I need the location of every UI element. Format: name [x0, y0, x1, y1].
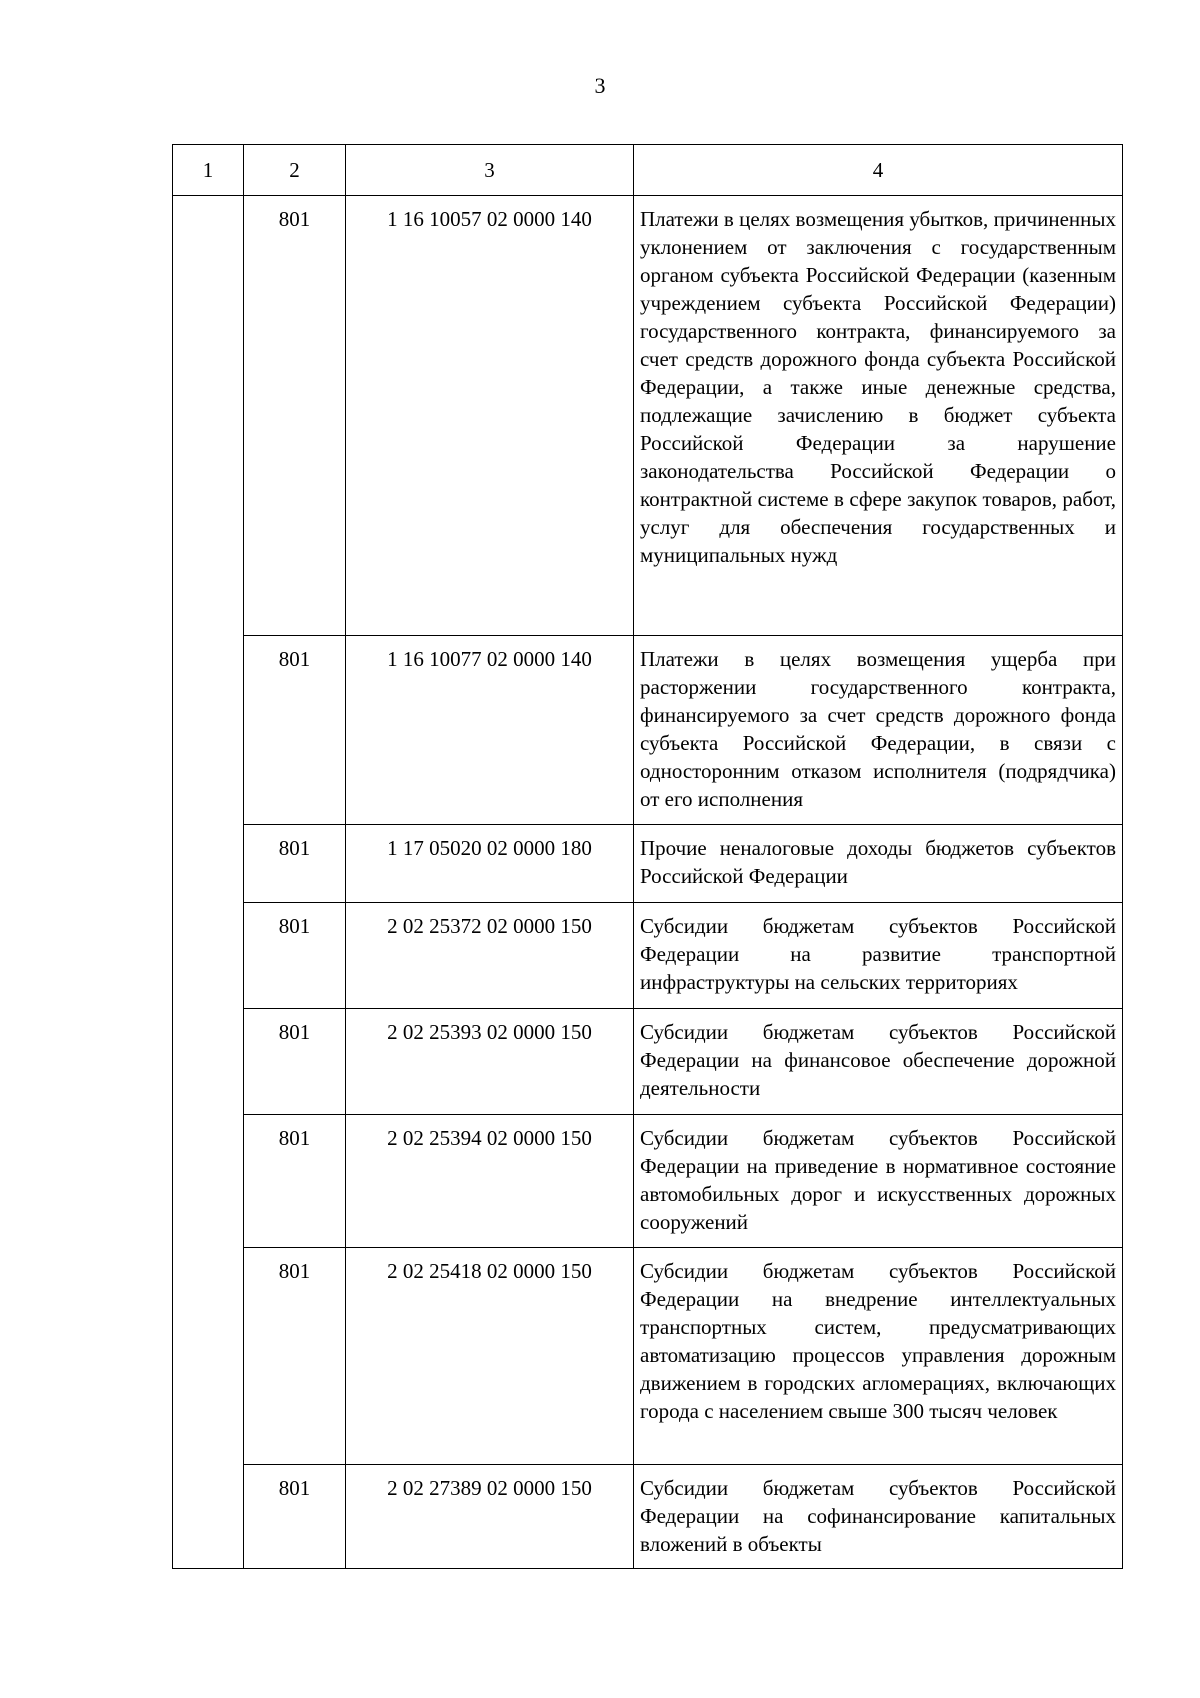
admin-code-cell: 801 [244, 1115, 346, 1248]
table-header-row [173, 145, 1123, 196]
table-row [173, 825, 1123, 903]
budget-code-cell: 1 16 10077 02 0000 140 [346, 636, 634, 825]
column-header: 2 [244, 145, 346, 196]
admin-code-cell: 801 [244, 1009, 346, 1115]
description-cell: Субсидии бюджетам субъектов Российской Федерации на развитие транспортной инфраструктуры на сельских территориях [634, 903, 1123, 1009]
admin-code-cell: 801 [244, 1465, 346, 1569]
budget-code-cell: 2 02 25418 02 0000 150 [346, 1248, 634, 1465]
table-row [173, 1009, 1123, 1115]
row-index-cell [173, 825, 244, 903]
table-row [173, 636, 1123, 825]
column-header: 1 [173, 145, 244, 196]
table-row [173, 903, 1123, 1009]
row-index-cell [173, 903, 244, 1009]
column-header: 4 [634, 145, 1123, 196]
budget-code-cell: 2 02 25394 02 0000 150 [346, 1115, 634, 1248]
description-cell: Платежи в целях возмещения убытков, причиненных уклонением от заключения с государственным органом субъекта Российской Федерации (казенным учреждением субъекта Российской Федерации) государственного контракта, финансируемого за счет средств дорожного фонда субъекта Российской Федерации, а также иные денежные средства, подлежащие зачислению в бюджет субъекта Российской Федерации за нарушение законодательства Российской Федерации о контрактной системе в сфере закупок товаров, работ, услуг для обеспечения государственных и муниципальных нужд [634, 196, 1123, 636]
admin-code-cell: 801 [244, 1248, 346, 1465]
description-cell: Прочие неналоговые доходы бюджетов субъектов Российской Федерации [634, 825, 1123, 903]
row-index-cell [173, 196, 244, 636]
page-number: 3 [594, 73, 606, 98]
budget-code-cell: 2 02 25393 02 0000 150 [346, 1009, 634, 1115]
row-index-cell [173, 1248, 244, 1465]
table-row [173, 1248, 1123, 1465]
budget-codes-table [172, 144, 1123, 1569]
budget-code-cell: 2 02 25372 02 0000 150 [346, 903, 634, 1009]
row-index-cell [173, 1009, 244, 1115]
admin-code-cell: 801 [244, 903, 346, 1009]
table-row [173, 1465, 1123, 1569]
budget-code-cell: 2 02 27389 02 0000 150 [346, 1465, 634, 1569]
description-cell: Субсидии бюджетам субъектов Российской Федерации на финансовое обеспечение дорожной деятельности [634, 1009, 1123, 1115]
admin-code-cell: 801 [244, 825, 346, 903]
description-cell: Субсидии бюджетам субъектов Российской Федерации на софинансирование капитальных вложений в объекты [634, 1465, 1123, 1569]
admin-code-cell: 801 [244, 196, 346, 636]
row-index-cell [173, 1465, 244, 1569]
table-row [173, 196, 1123, 636]
budget-code-cell: 1 17 05020 02 0000 180 [346, 825, 634, 903]
admin-code-cell: 801 [244, 636, 346, 825]
description-cell: Субсидии бюджетам субъектов Российской Федерации на внедрение интеллектуальных транспортных систем, предусматривающих автоматизацию процессов управления дорожным движением в городских агломерациях, включающих города с населением свыше 300 тысяч человек [634, 1248, 1123, 1465]
column-header: 3 [346, 145, 634, 196]
row-index-cell [173, 636, 244, 825]
row-index-cell [173, 1115, 244, 1248]
budget-code-cell: 1 16 10057 02 0000 140 [346, 196, 634, 636]
description-cell: Платежи в целях возмещения ущерба при расторжении государственного контракта, финансируемого за счет средств дорожного фонда субъекта Российской Федерации, в связи с односторонним отказом исполнителя (подрядчика) от его исполнения [634, 636, 1123, 825]
table-row [173, 1115, 1123, 1248]
description-cell: Субсидии бюджетам субъектов Российской Федерации на приведение в нормативное состояние автомобильных дорог и искусственных дорожных сооружений [634, 1115, 1123, 1248]
